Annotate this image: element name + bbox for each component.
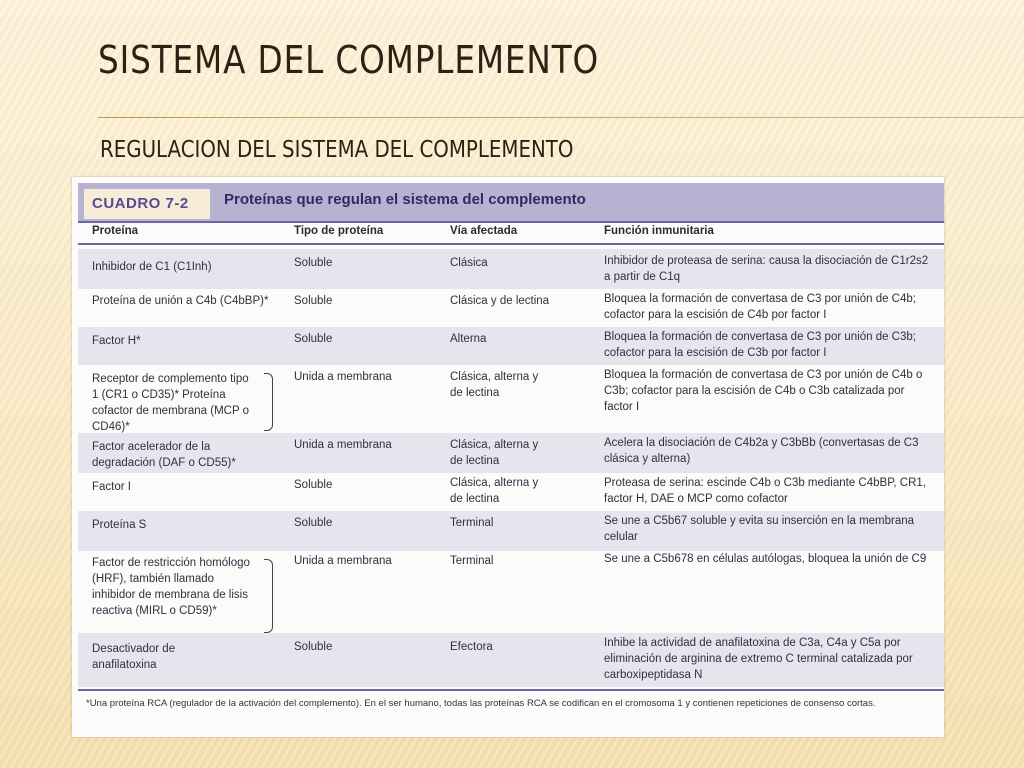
pathway-cell: Alterna (450, 333, 487, 345)
function-cell: Se une a C5b678 en células autólogas, bloquea la unión de C9 (604, 553, 927, 565)
type-cell: Unida a membrana (294, 555, 392, 567)
title-divider (98, 117, 1024, 118)
type-cell: Soluble (294, 517, 333, 529)
protein-cell: Receptor de complemento tipo 1 (CR1 o CD35)* Proteína cofactor de membrana (MCP o CD46)* (92, 373, 250, 433)
function-cell: Inhibe la actividad de anafilatoxina de C3a, C4a y C5a por eliminación de arginina de extremo C terminal catalizada por carboxipeptidasa N (604, 637, 913, 681)
table-title: Proteínas que regulan el sistema del complemento (224, 191, 586, 208)
pathway-cell: Terminal (450, 555, 494, 567)
table-footnote: *Una proteína RCA (regulador de la activación del complemento). En el ser humano, todas las proteínas RCA se codifican en el cromosoma 1 y contienen repeticiones de consenso cortas. (86, 698, 876, 709)
protein-cell: Factor I (92, 481, 131, 493)
brace-icon (264, 373, 273, 431)
protein-cell: Proteína S (92, 519, 147, 531)
table-label: CUADRO 7-2 (84, 189, 210, 219)
slide-subtitle: REGULACION DEL SISTEMA DEL COMPLEMENTO (100, 137, 574, 163)
protein-cell: Inhibidor de C1 (C1Inh) (92, 261, 212, 273)
pathway-cell: Clásica (450, 257, 488, 269)
pathway-cell: Efectora (450, 641, 493, 653)
column-header-type: Tipo de proteína (294, 225, 384, 237)
protein-cell: Desactivador de anafilatoxina (92, 643, 176, 671)
protein-cell: Factor H* (92, 335, 141, 347)
column-header-function: Función inmunitaria (604, 225, 714, 237)
table-row (78, 475, 944, 511)
pathway-cell: Terminal (450, 517, 494, 529)
pathway-cell: Clásica, alterna y de lectina (450, 371, 539, 399)
regulation-table-image (72, 177, 944, 737)
type-cell: Unida a membrana (294, 439, 392, 451)
protein-cell: Proteína de unión a C4b (C4bBP)* (92, 295, 269, 307)
table-row (78, 433, 944, 473)
table-row (78, 633, 944, 687)
protein-cell: Factor de restricción homólogo (HRF), también llamado inhibidor de membrana de lisis reactiva (MIRL o CD59)* (92, 557, 250, 617)
table-row (78, 511, 944, 551)
brace-icon (264, 559, 273, 633)
function-cell: Se une a C5b67 soluble y evita su inserción en la membrana celular (604, 515, 915, 543)
function-cell: Bloquea la formación de convertasa de C3 por unión de C4b o C3b; cofactor para la escisión de C4b o C3b catalizada por factor I (604, 369, 923, 413)
type-cell: Soluble (294, 333, 333, 345)
footer-rule (78, 689, 944, 691)
protein-cell: Factor acelerador de la degradación (DAF o CD55)* (92, 441, 236, 469)
type-cell: Soluble (294, 479, 333, 491)
column-header-protein: Proteína (92, 225, 139, 237)
table-row (78, 367, 944, 431)
function-cell: Bloquea la formación de convertasa de C3 por unión de C4b; cofactor para la escisión de C4b por factor I (604, 293, 916, 321)
function-cell: Inhibidor de proteasa de serina: causa la disociación de C1r2s2 a partir de C1q (604, 255, 929, 283)
table-row (78, 551, 944, 633)
type-cell: Soluble (294, 257, 333, 269)
function-cell: Proteasa de serina: escinde C4b o C3b mediante C4bBP, CR1, factor H, DAE o MCP como cofactor (604, 477, 926, 505)
column-header-pathway: Vía afectada (450, 225, 518, 237)
type-cell: Unida a membrana (294, 371, 392, 383)
pathway-cell: Clásica y de lectina (450, 295, 550, 307)
column-header-rule (78, 243, 944, 245)
table-row (78, 249, 944, 289)
pathway-cell: Clásica, alterna y de lectina (450, 477, 539, 505)
table-row (78, 291, 944, 327)
slide-title: SISTEMA DEL COMPLEMENTO (98, 38, 600, 82)
function-cell: Bloquea la formación de convertasa de C3 por unión de C3b; cofactor para la escisión de C3b por factor I (604, 331, 916, 359)
pathway-cell: Clásica, alterna y de lectina (450, 439, 539, 467)
type-cell: Soluble (294, 295, 333, 307)
type-cell: Soluble (294, 641, 333, 653)
table-row (78, 327, 944, 365)
function-cell: Acelera la disociación de C4b2a y C3bBb (convertasas de C3 clásica y alterna) (604, 437, 919, 465)
header-rule (78, 221, 944, 223)
